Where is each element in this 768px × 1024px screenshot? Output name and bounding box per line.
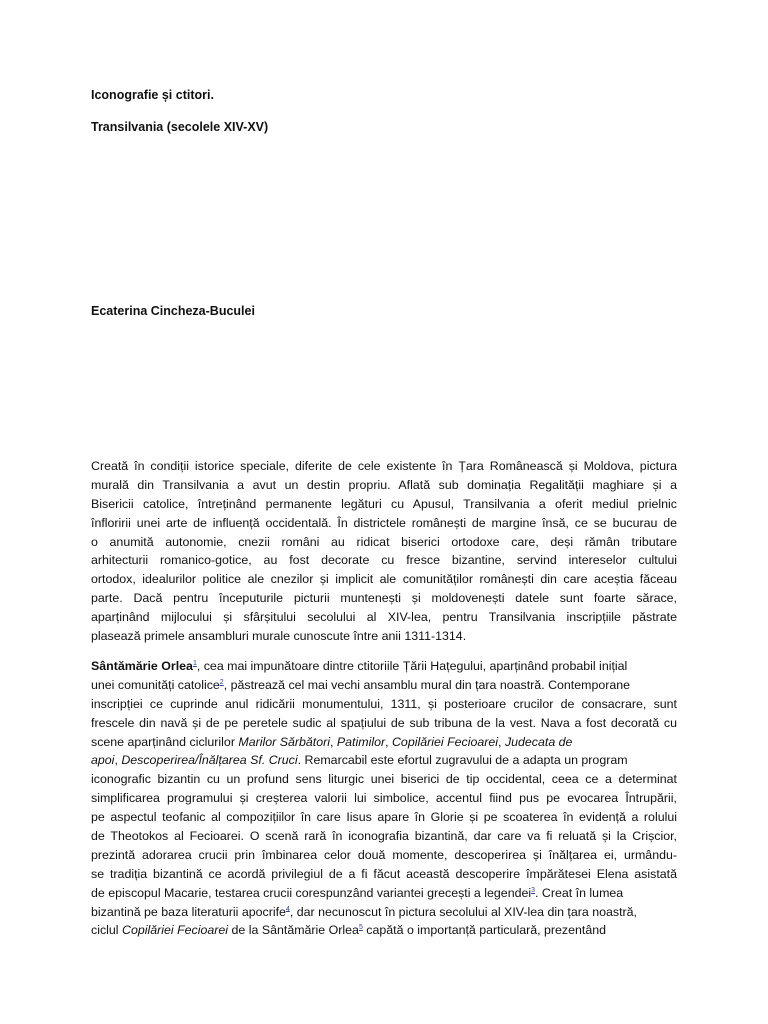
paragraph-text: unei comunități catolice <box>91 677 220 692</box>
paragraph-line: simplificarea programului și creșterea valorii lui simbolice, accentul fiind pus pe evocarea Întrupării, <box>91 791 677 806</box>
paragraph-text: ciclul <box>91 923 119 938</box>
cycle-title: Copilăriei Fecioarei <box>391 734 499 749</box>
cycle-title: Copilăriei Fecioarei <box>122 923 229 938</box>
paragraph-line: plasează primele ansambluri murale cunoscute între anii 1311-1314. <box>91 629 467 644</box>
paragraph-line: murală din Transilvania a avut un destin propriu. Aflată sub dominația Regalității maghiare și a <box>91 477 677 492</box>
paragraph-line: Bisericii catolice, întreținând permanente legături cu Apusul, Transilvania a oferit mediul prielnic <box>91 496 677 511</box>
cycle-title: Judecata de <box>504 734 573 749</box>
paragraph-line: de Theotokos al Fecioarei. O scenă rară în iconografia bizantină, dar care va fi reluată și la Crișcior, <box>91 829 677 844</box>
footnote-link-5[interactable]: 5 <box>358 924 363 932</box>
paragraph-text: , cea mai impunătoare dintre ctitoriile Țării Hațegului, aparținând probabil inițial <box>196 659 628 673</box>
paragraph-line: inscripției ce cuprinde anul ridicării monumentului, 1311, și posterioare crucilor de consacrare, sunt <box>91 696 677 711</box>
paragraph-line: Creată în condiții istorice speciale, diferite de cele existente în Țara Românească și Moldova, pictura <box>91 459 677 473</box>
paragraph-text: , <box>498 734 505 749</box>
cycle-title: Patimilor <box>336 734 386 749</box>
footnote-link-1[interactable]: 1 <box>192 659 197 667</box>
paragraph-line <box>91 903 677 922</box>
paragraph-line: se tradiția bizantină ce acordă privilegiul de a fi făcut această descoperire împărătesei Elena asistată <box>91 866 677 881</box>
paragraph-text: , <box>385 734 392 749</box>
cycle-title: Descoperirea/Înălțarea Sf. Cruci <box>121 753 298 768</box>
body-paragraph-2 <box>91 657 677 940</box>
footnote-link-2[interactable]: 2 <box>219 678 224 686</box>
paragraph-line <box>91 676 677 695</box>
paragraph-text: . Creat în lumea <box>535 885 624 900</box>
paragraph-line <box>91 657 677 676</box>
paragraph-line: prezintă adorarea crucii prin îmbinarea celor două momente, descoperirea și înălțarea ei, urmându- <box>91 847 677 862</box>
paragraph-line <box>91 921 677 940</box>
paragraph-text: , păstrează cel mai vechi ansamblu mural din țara noastră. Contemporane <box>223 677 631 692</box>
paragraph-line: parte. Dacă pentru începuturile picturii muntenești și moldovenești datele sunt foarte sărace, <box>91 591 677 606</box>
document-author: Ecaterina Cincheza-Buculei <box>91 304 255 318</box>
paragraph-line <box>91 751 677 770</box>
document-title: Iconografie și ctitori. <box>91 88 214 102</box>
paragraph-line: ortodox, idealurilor politice ale cnezilor și implicit ale comunităților românești din care aceștia făceau <box>91 572 677 587</box>
document-subtitle: Transilvania (secolele XIV-XV) <box>91 120 269 134</box>
paragraph-line: arhitecturii romanico-gotice, au fost decorate cu fresce bizantine, servind intereselor cultului <box>91 553 677 568</box>
paragraph-text: , <box>114 753 122 768</box>
paragraph-line: înfloririi unei arte de influență occidentală. În districtele românești de margine însă, ce se bucurau de <box>91 515 677 530</box>
paragraph-line <box>91 884 677 903</box>
paragraph-line: frescele din navă și de pe peretele sudic al spațiului de sub tribuna de la vest. Nava a fost decorată cu <box>91 715 677 730</box>
church-name: Sântămărie Orlea <box>91 659 193 673</box>
paragraph-text: scene aparținând ciclurilor <box>91 734 235 749</box>
paragraph-line <box>91 733 677 752</box>
cycle-title: apoi <box>91 753 115 768</box>
paragraph-line: aparținând mijlocului și sfârșitului secolului al XIV-lea, pentru Transilvania inscripțiile păstrate <box>91 610 677 625</box>
cycle-title: Marilor Sărbători <box>238 734 330 749</box>
paragraph-line: iconografic bizantin cu un profund sens liturgic unei biserici de tip occidental, ceea ce a determinat <box>91 772 677 787</box>
paragraph-text: . Remarcabil este efortul zugravului de a adapta un program <box>297 753 628 768</box>
footnote-link-3[interactable]: 3 <box>531 886 536 894</box>
body-paragraph-1 <box>91 457 677 646</box>
paragraph-text: , dar necunoscut în pictura secolului al XIV-lea din țara noastră, <box>289 904 637 919</box>
paragraph-line: o anumită autonomie, cnezii români au ridicat biserici ortodoxe care, deși rămân tributare <box>91 534 677 549</box>
footnote-link-4[interactable]: 4 <box>285 905 290 913</box>
paragraph-text: de episcopul Macarie, testarea crucii corespunzând variantei grecești a legendei <box>91 885 532 900</box>
paragraph-text: capătă o importanță particulară, prezentând <box>366 923 606 938</box>
paragraph-text: de la Sântămărie Orlea <box>231 923 359 938</box>
paragraph-text: , <box>330 734 337 749</box>
paragraph-line: pe aspectul teofanic al compozițiilor în care Iisus apare în Glorie și pe scoaterea în evidență a rolului <box>91 810 677 825</box>
paragraph-text: bizantină pe baza literaturii apocrife <box>91 904 286 919</box>
